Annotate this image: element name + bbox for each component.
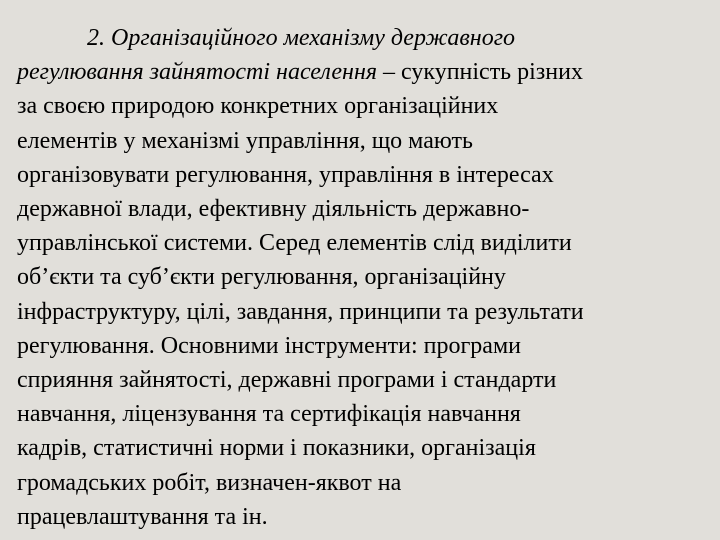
text-line-13: кадрів, статистичні норми і показники, організація — [17, 435, 536, 462]
text-line-10: регулювання. Основними інструменти: програми — [17, 332, 521, 359]
body-paragraph — [17, 21, 693, 534]
text-line-12: навчання, ліцензування та сертифікація навчання — [17, 401, 521, 428]
text-line-9: інфраструктуру, цілі, завдання, принципи та результати — [17, 298, 584, 325]
text-line-6: державної влади, ефективну діяльність державно- — [17, 196, 530, 223]
text-line-2-rest: – сукупність різних — [377, 59, 583, 86]
italic-heading-part-1: 2. Організаційного механізму державного — [87, 25, 516, 51]
text-line-4: елементів у механізмі управління, що мають — [17, 127, 473, 154]
text-line-8: об’єкти та суб’єкти регулювання, організаційну — [17, 264, 506, 291]
text-line-7: управлінської системи. Серед елементів слід виділити — [17, 230, 572, 257]
text-line-1 — [17, 21, 693, 55]
text-line-14: громадських робіт, визначен-яквот на — [17, 469, 402, 496]
text-line-11: сприяння зайнятості, державні програми і стандарти — [17, 367, 557, 394]
italic-heading-part-2: регулювання зайнятості населення — [17, 59, 378, 86]
text-line-5: організовувати регулювання, управління в інтересах — [17, 161, 554, 188]
text-line-15: працевлаштування та ін. — [17, 503, 268, 530]
text-line-2 — [17, 55, 693, 89]
text-line-3: за своєю природою конкретних організаційних — [17, 93, 499, 120]
